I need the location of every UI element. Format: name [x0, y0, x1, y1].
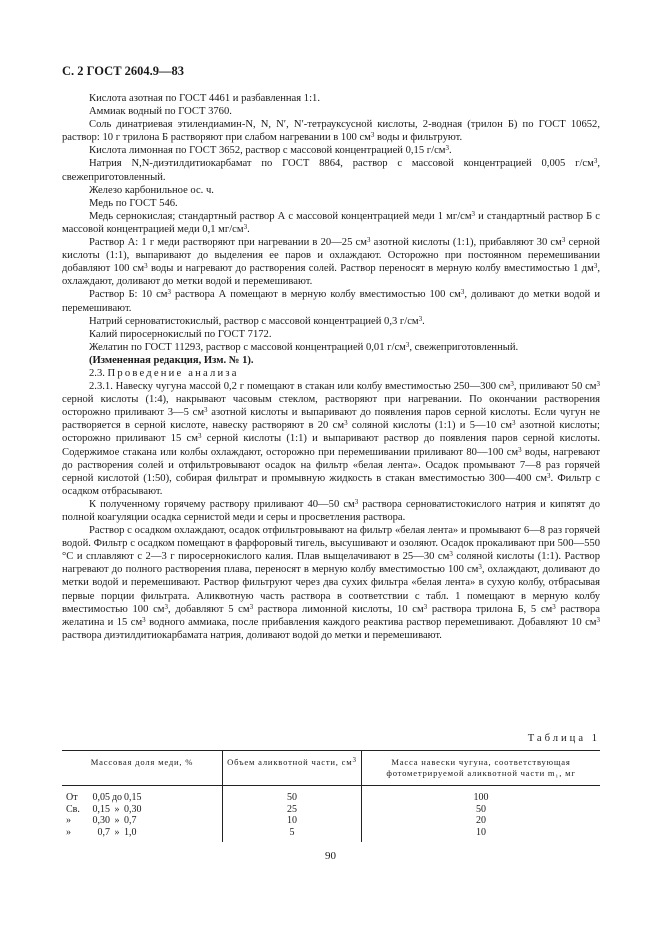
- range-prefix: От: [66, 792, 78, 803]
- section-number: 2.3.: [89, 367, 105, 379]
- paragraph: Раствор А: 1 г меди растворяют при нагревании в 20—25 $см^3$ азотной кислоты (1:1), прибавляют 30 $см^3$ серной кислоты (1:1), выпаривают до выделения ее паров и охлаждают. Осторожно при постоянном перемешивании добавляют 100 $см^3$ воды и нагревают до растворения солей. Раствор переносят в мерную колбу вместимостью 1 $дм^3$, охлаждают, доливают до метки водой и перемешивают.: [62, 236, 600, 288]
- range-from: 0,7: [97, 826, 110, 838]
- copper-range-cell: [62, 786, 223, 804]
- range-to: 0,7: [124, 815, 137, 827]
- range-mid: »: [114, 803, 120, 815]
- paragraph: Натрия N,N-диэтилдитиокарбамат по ГОСТ 8864, раствор с массовой концентрацией 0,005 $г/см^3$, свежеприготовленный.: [62, 157, 600, 183]
- range-prefix: »: [66, 815, 71, 827]
- range-mid: »: [114, 815, 120, 827]
- paragraph: Кислота азотная по ГОСТ 4461 и разбавленная 1:1.: [89, 93, 320, 104]
- range-prefix: »: [66, 826, 71, 838]
- paragraph: Желатин по ГОСТ 11293, раствор с массовой концентрацией 0,01 $г/см^3$, свежеприготовленный.: [89, 340, 519, 353]
- range-prefix: Св.: [66, 803, 80, 815]
- table-row: [62, 786, 600, 804]
- copper-range-cell: [62, 804, 223, 816]
- paragraph: Соль динатриевая этилендиамин-N, N, N′, N′-тетрауксусной кислоты, 2-водная (трилон Б) по ГОСТ 10652, раствор: 10 г трилона Б растворяют при слабом нагревании в 100 $см^3$ воды и фильтруют.: [62, 119, 600, 144]
- paragraph: Медь по ГОСТ 546.: [89, 197, 178, 209]
- volume-cell: 5: [223, 827, 362, 843]
- range-from: 0,30: [92, 815, 110, 827]
- mass-cell: 10: [362, 827, 601, 843]
- mass-cell: 100: [362, 786, 601, 804]
- volume-cell: 10: [223, 815, 362, 827]
- page-number: 90: [325, 850, 336, 862]
- section-heading: [62, 367, 600, 380]
- copper-range-cell: [62, 827, 223, 843]
- volume-cell: 25: [223, 804, 362, 816]
- range-mid: до: [111, 792, 123, 803]
- paragraph: 2.3.1. Навеску чугуна массой 0,2 г помещают в стакан или колбу вместимостью 250—300 $см^3$, приливают 50 $см^3$ серной кислоты (1:4), накрывают часовым стеклом, растворяют при нагревании. По окончании растворения осторожно приливают 3—5 $см^3$ азотной кислоты и выпаривают до появления паров серной кислоты. Если чугун не растворяется в серной кислоте, навеску растворяют в 20 $см^3$ соляной кислоты (1:1) и 5—10 $см^3$ азотной кислоты; осторожно приливают 15 $см^3$ серной кислоты (1:1) и выпаривают раствор до появления паров серной кислоты. Содержимое стакана или колбы охлаждают, осторожно при перемешивании приливают 80—100 $см^3$ воды, нагревают до растворения солей и отфильтровывают осадок на фильтр «белая лента». Осадок промывают 7—8 раз горячей серной кислотой (1:50), собирая фильтрат и промывную жидкость в стакан вместимостью 300—400 $см^3$. Фильтр с осадком отбрасывают.: [62, 380, 601, 497]
- section-title: Проведение анализа: [107, 367, 239, 379]
- document-body: [62, 92, 600, 642]
- table-row: [62, 827, 600, 843]
- table-caption: Таблица 1: [527, 733, 600, 744]
- paragraph: Аммиак водный по ГОСТ 3760.: [89, 106, 232, 118]
- paragraph: Раствор Б: 10 $см^3$ раствора А помещают в мерную колбу вместимостью 100 $см^3$, доливают до метки водой и перемешивают.: [62, 288, 600, 314]
- range-mid: »: [114, 826, 120, 838]
- table-row: [62, 804, 600, 816]
- copper-range-cell: [62, 815, 223, 827]
- range-from: 0,05: [92, 792, 110, 803]
- data-table: [62, 750, 600, 842]
- page-header: С. 2 ГОСТ 2604.9—83: [62, 64, 185, 78]
- paragraph: Медь сернокислая; стандартный раствор А с массовой концентрацией меди 1 $мг/см^3$ и стандартный раствор Б с массовой концентрацией меди 0,1 $мг/см^3$.: [62, 209, 600, 235]
- paragraph: К полученному горячему раствору приливают 40—50 $см^3$ раствора серноватистокислого натрия и кипятят до полной коагуляции осадка сернистой меди и серы и просветления раствора.: [62, 497, 600, 523]
- range-to: 0,30: [124, 803, 142, 815]
- col-header-sample-mass: Масса навески чугуна, соответствующая фотометрируемой аликвотной части m₁, мг: [362, 751, 601, 786]
- table-row: [62, 815, 600, 827]
- mass-cell: 50: [362, 804, 601, 816]
- paragraph: Раствор с осадком охлаждают, осадок отфильтровывают на фильтр «белая лента» и промывают 6—8 раз горячей водой. Фильтр с осадком помещают в фарфоровый тигель, высушивают и озоляют. Осадок прокаливают при 500—550 °С и сплавляют с 2—3 г пиросернокислого калия. Плав выщелачивают в 25—30 $см^3$ соляной кислоты (1:1). Раствор нагревают до полного растворения плава, переносят в мерную колбу вместимостью 100 $см^3$, охлаждают, доливают до метки водой и перемешивают. Раствор фильтруют через два сухих фильтра «белая лента» в сухую колбу, отбрасывая первые порции фильтрата. Аликвотную часть раствора в соответствии с табл. 1 помещают в мерную колбу вместимостью 100 $см^3$, добавляют 5 $см^3$ раствора лимонной кислоты, 10 $см^3$ раствора трилона Б, 5 $см^3$ раствора желатина и 15 $см^3$ водного аммиака, после прибавления каждого реактива раствор перемешивают. Добавляют 10 $см^3$ раствора диэтилдитиокарбамата натрия, доливают водой до метки и перемешивают.: [62, 525, 600, 641]
- range-from: 0,15: [92, 803, 110, 815]
- col-header-aliquot-volume: Объем аликвотной части, $см^3$: [223, 751, 362, 786]
- table-header-row: [62, 751, 600, 786]
- range-to: 0,15: [124, 792, 142, 803]
- range-to: 1,0: [124, 826, 137, 838]
- volume-cell: 50: [223, 786, 362, 804]
- paragraph: Кислота лимонная по ГОСТ 3652, раствор с массовой концентрацией 0,15 $г/см^3$.: [89, 144, 452, 157]
- paragraph: Калий пиросернокислый по ГОСТ 7172.: [89, 328, 272, 340]
- edition-note: (Измененная редакция, Изм. № 1).: [89, 354, 254, 366]
- paragraph: Натрий серноватистокислый, раствор с массовой концентрацией 0,3 $г/см^3$.: [89, 314, 425, 327]
- col-header-copper-fraction: Массовая доля меди, %: [62, 751, 223, 786]
- mass-cell: 20: [362, 815, 601, 827]
- paragraph: Железо карбонильное ос. ч.: [89, 184, 214, 196]
